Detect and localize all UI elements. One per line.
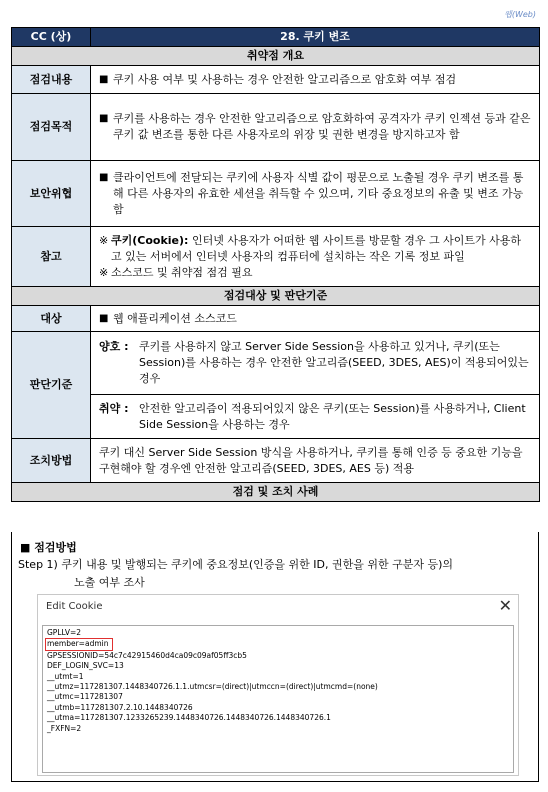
- bullet-icon: ■: [99, 73, 109, 85]
- check-label: 점검내용: [12, 66, 91, 94]
- cookie-line: __utma=117281307.1233265239.1448340726.1448340726.1448340726.1: [47, 713, 331, 723]
- dialog-title: Edit Cookie: [46, 601, 103, 612]
- cookie-line: __utmt=1: [47, 671, 84, 681]
- cookie-line: _FXFN=2: [47, 723, 82, 733]
- cookie-line: __utmz=117281307.1448340726.1.1.utmcsr=(direct)|utmccn=(direct)|utmcmd=(none): [47, 682, 378, 692]
- section-case: 점검 및 조치 사례: [12, 483, 540, 502]
- cookie-line: GPLLV=2: [47, 628, 82, 637]
- section-vuln-overview: 취약점 개요: [12, 47, 540, 66]
- check-content: ■ 쿠키 사용 여부 및 사용하는 경우 안전한 알고리즘으로 암호화 여부 점검: [91, 66, 540, 94]
- bullet-icon: ■: [99, 171, 109, 183]
- target-content: ■ 웹 애플리케이션 소스코드: [91, 306, 540, 332]
- note-mark-icon: ※: [99, 233, 109, 247]
- target-label: 대상: [12, 306, 91, 332]
- action-content: 쿠키 대신 Server Side Session 방식을 사용하거나, 쿠키를 통해 인증 등 중요한 기능을 구현해야 할 경우엔 안전한 알고리즘(SEED, 3DES, AES 등) 적용: [91, 439, 540, 483]
- cookie-line: GPSESSIONID=54c7c42915460d4ca09c09af05ff3cb5: [47, 650, 247, 660]
- edit-cookie-dialog: [37, 594, 519, 776]
- item-title: 28. 쿠키 변조: [91, 28, 540, 47]
- note-mark-icon: ※: [99, 265, 109, 279]
- cookie-line-highlighted: member=admin: [47, 638, 378, 650]
- ref-label: 참고: [12, 227, 91, 287]
- method-title: ■ 점검방법: [20, 541, 77, 554]
- cookie-textarea[interactable]: [42, 625, 514, 773]
- bullet-icon: ■: [99, 312, 109, 324]
- method-box: [11, 532, 539, 782]
- cookie-lines: [47, 628, 378, 734]
- section-target-criteria: 점검대상 및 판단기준: [12, 287, 540, 306]
- cookie-line: __utmb=117281307.2.10.1448340726: [47, 702, 193, 712]
- cc-label: CC (상): [12, 28, 91, 47]
- judge-bad: 취약 : 안전한 알고리즘이 적용되어있지 않은 쿠키(또는 Session)를 사용하거나, Client Side Session을 사용하는 경우: [91, 395, 540, 439]
- judge-good: 양호 : 쿠키를 사용하지 않고 Server Side Session을 사용하고 있거나, 쿠키(또는 Session)를 사용하는 경우 안전한 알고리즘(SEED, 3DES, AES)이 적용되어있는 경우: [91, 332, 540, 395]
- threat-label: 보안위협: [12, 161, 91, 227]
- purpose-label: 점검목적: [12, 94, 91, 161]
- judge-label: 판단기준: [12, 332, 91, 439]
- ref-content: ※ 쿠키(Cookie): 인터넷 사용자가 어떠한 웹 사이트를 방문할 경우 그 사이트가 사용하고 있는 서버에서 인터넷 사용자의 컴퓨터에 설치하는 작은 기록 정보 파일 ※ 소스코드 및 취약점 점검 필요: [91, 227, 540, 287]
- purpose-content: ■ 쿠키를 사용하는 경우 안전한 알고리즘으로 암호화하여 공격자가 쿠키 인젝션 등과 같은 쿠키 값 변조를 통한 다른 사용자로의 위장 및 권한 변경을 방지하고자 함: [91, 94, 540, 161]
- cookie-line: __utmc=117281307: [47, 692, 123, 702]
- action-label: 조치방법: [12, 439, 91, 483]
- step-1: Step 1) 쿠키 내용 및 발행되는 쿠키에 중요정보(인증을 위한 ID, 권한을 위한 구분자 등)의 노출 여부 조사: [18, 558, 453, 589]
- threat-content: ■ 클라이언트에 전달되는 쿠키에 사용자 식별 값이 평문으로 노출될 경우 쿠키 변조를 통해 다른 사용자의 유효한 세션을 취득할 수 있으며, 기타 중요정보의 유출 및 변조 가능함: [91, 161, 540, 227]
- header-tag: 웹(Web): [504, 10, 536, 19]
- document-table: [11, 27, 539, 502]
- cookie-line: DEF_LOGIN_SVC=13: [47, 661, 124, 671]
- close-icon[interactable]: ✕: [498, 596, 512, 615]
- title-row: [12, 28, 540, 47]
- bullet-icon: ■: [99, 113, 109, 124]
